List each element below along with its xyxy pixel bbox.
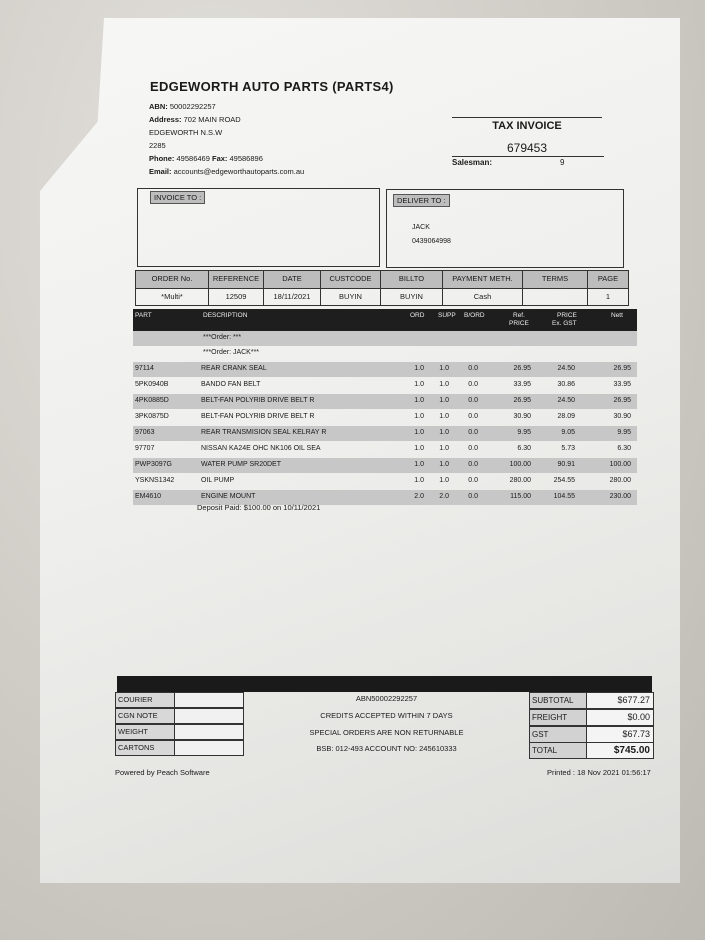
item-ref-price: 26.95: [513, 397, 531, 404]
col-ref: Ref.: [513, 312, 525, 319]
item-description: BANDO FAN BELT: [201, 381, 261, 388]
item-nett: 6.30: [617, 445, 631, 452]
col-ex-gst: Ex. GST: [552, 320, 577, 327]
item-part: YSKNS1342: [135, 477, 175, 484]
payment-method-value: Cash: [443, 288, 523, 305]
invoice-to-label: INVOICE TO :: [150, 191, 205, 204]
item-nett: 230.00: [609, 493, 631, 500]
item-price-ex-gst: 24.50: [557, 365, 575, 372]
item-price-ex-gst: 90.91: [557, 461, 575, 468]
item-bord: 0.0: [468, 461, 478, 468]
item-bord: 0.0: [468, 445, 478, 452]
footer-abn: ABN50002292257: [355, 694, 418, 703]
credits-note: CREDITS ACCEPTED WITHIN 7 DAYS: [320, 711, 453, 720]
powered-by: Powered by Peach Software: [115, 768, 210, 777]
freight-label: FREIGHT: [529, 709, 587, 726]
payment-method-header: PAYMENT METH.: [443, 271, 523, 289]
subtotal-label: SUBTOTAL: [529, 692, 587, 709]
company-name: EDGEWORTH AUTO PARTS (PARTS4): [150, 79, 394, 94]
order-note: ***Order: JACK***: [203, 349, 260, 356]
cartons-label: CARTONS: [115, 740, 175, 756]
item-supp: 1.0: [439, 397, 449, 404]
col-supp: SUPP: [438, 312, 456, 319]
table-row: [133, 426, 637, 441]
company-fax: 49586896: [229, 154, 263, 163]
item-description: REAR TRANSMISION SEAL KELRAY R: [201, 429, 327, 436]
weight-label: WEIGHT: [115, 724, 175, 740]
item-ord: 1.0: [414, 397, 424, 404]
col-price: PRICE: [557, 312, 577, 319]
item-price-ex-gst: 28.09: [557, 413, 575, 420]
item-ref-price: 100.00: [509, 461, 531, 468]
item-part: 4PK0885D: [135, 397, 169, 404]
item-description: BELT-FAN POLYRIB DRIVE BELT R: [201, 397, 315, 404]
list-item: [133, 331, 637, 346]
col-description: DESCRIPTION: [203, 312, 248, 319]
item-part: 97707: [135, 445, 155, 452]
item-part: 97063: [135, 429, 155, 436]
item-supp: 1.0: [439, 429, 449, 436]
custcode-value: BUYIN: [321, 288, 381, 305]
order-no-header: ORDER No.: [136, 271, 209, 289]
item-supp: 1.0: [439, 413, 449, 420]
list-item: [133, 346, 637, 361]
item-nett: 30.90: [613, 413, 631, 420]
terms-value: [523, 288, 588, 305]
item-nett: 9.95: [617, 429, 631, 436]
company-suburb: EDGEWORTH N.S.W: [149, 128, 223, 137]
terms-header: TERMS: [523, 271, 588, 289]
company-abn: 50002292257: [169, 102, 216, 111]
subtotal-value: $677.27: [586, 692, 654, 709]
item-bord: 0.0: [468, 365, 478, 372]
item-ord: 2.0: [414, 493, 424, 500]
item-supp: 2.0: [439, 493, 449, 500]
item-price-ex-gst: 104.55: [553, 493, 575, 500]
table-row: [133, 394, 637, 409]
reference-value: 12509: [209, 288, 264, 305]
date-header: DATE: [264, 271, 321, 289]
item-ord: 1.0: [414, 413, 424, 420]
invoice-title: TAX INVOICE: [492, 120, 562, 132]
deliver-to-name: JACK: [412, 224, 430, 231]
freight-value: $0.00: [586, 709, 654, 726]
table-row: [133, 410, 637, 425]
gst-value: $67.73: [586, 726, 654, 743]
item-ord: 1.0: [414, 477, 424, 484]
table-row: [133, 378, 637, 393]
company-address: 702 MAIN ROAD: [183, 115, 241, 124]
special-orders-note: SPECIAL ORDERS ARE NON RETURNABLE: [309, 728, 464, 737]
gst-label: GST: [529, 726, 587, 743]
table-row: [133, 458, 637, 473]
table-row: [133, 362, 637, 377]
item-ord: 1.0: [414, 429, 424, 436]
cartons-value: [174, 740, 244, 756]
item-supp: 1.0: [439, 445, 449, 452]
item-bord: 0.0: [468, 381, 478, 388]
col-bord: B/ORD: [464, 312, 485, 319]
item-nett: 26.95: [613, 397, 631, 404]
item-ref-price: 33.95: [513, 381, 531, 388]
item-part: 97114: [135, 365, 154, 372]
custcode-header: CUSTCODE: [321, 271, 381, 289]
cgn-note-label: CGN NOTE: [115, 708, 175, 724]
deliver-to-phone: 0439064998: [412, 238, 451, 245]
item-nett: 100.00: [609, 461, 631, 468]
table-row: [133, 442, 637, 457]
item-bord: 0.0: [468, 429, 478, 436]
item-ord: 1.0: [414, 461, 424, 468]
page-value: 1: [605, 292, 611, 301]
company-postcode: 2285: [149, 141, 166, 150]
item-description: NISSAN KA24E OHC NK106 OIL SEA: [201, 445, 321, 452]
printed-timestamp: Printed : 18 Nov 2021 01:56:17: [547, 768, 651, 777]
company-details: ABN: 50002292257 Address: 702 MAIN ROAD EDGEWORTH N.S.W 2285 Phone: 49586469 Fax: 49586896 Email: accounts@edgeworthautoparts.com.au: [149, 102, 305, 176]
item-description: WATER PUMP SR20DET: [201, 461, 281, 468]
item-ord: 1.0: [414, 365, 424, 372]
order-no-value: *Multi*: [136, 288, 209, 305]
col-ord: ORD: [410, 312, 425, 319]
item-nett: 26.95: [613, 365, 631, 372]
salesman-value: 9: [560, 158, 565, 167]
item-nett: 33.95: [613, 381, 631, 388]
item-ref-price: 26.95: [513, 365, 531, 372]
item-bord: 0.0: [468, 397, 478, 404]
item-ref-price: 115.00: [510, 493, 531, 500]
divider: [452, 156, 604, 157]
item-ord: 1.0: [414, 445, 424, 452]
weight-value: [174, 724, 244, 740]
reference-header: REFERENCE: [209, 271, 264, 289]
col-nett: Nett: [611, 312, 623, 319]
item-part: PWP3097G: [135, 461, 172, 468]
col-part: PART: [135, 312, 152, 319]
company-email: accounts@edgeworthautoparts.com.au: [173, 167, 305, 176]
deliver-to-box: [386, 189, 624, 268]
item-ref-price: 9.95: [517, 429, 531, 436]
item-nett: 280.00: [609, 477, 631, 484]
item-bord: 0.0: [468, 413, 478, 420]
col-ref-price: PRICE: [509, 320, 529, 327]
courier-value: [174, 692, 244, 708]
total-value: $745.00: [586, 742, 654, 759]
cgn-note-value: [174, 708, 244, 724]
item-ref-price: 30.90: [513, 413, 531, 420]
order-note: ***Order: ***: [203, 334, 242, 341]
item-ord: 1.0: [414, 381, 424, 388]
item-price-ex-gst: 5.73: [561, 445, 575, 452]
company-phone: 49586469: [176, 154, 210, 163]
item-part: EM4610: [135, 493, 162, 500]
footer-bar: [117, 676, 652, 692]
item-bord: 0.0: [468, 477, 478, 484]
item-price-ex-gst: 254.55: [553, 477, 575, 484]
page-header: PAGE: [588, 271, 628, 289]
item-description: OIL PUMP: [201, 477, 235, 484]
item-supp: 1.0: [439, 461, 449, 468]
item-ref-price: 6.30: [517, 445, 531, 452]
item-price-ex-gst: 24.50: [557, 397, 575, 404]
item-bord: 0.0: [468, 493, 478, 500]
item-description: ENGINE MOUNT: [201, 493, 256, 500]
item-part: 5PK0940B: [135, 381, 169, 388]
deposit-note: Deposit Paid: $100.00 on 10/11/2021: [197, 503, 321, 512]
item-supp: 1.0: [439, 477, 449, 484]
deliver-to-label: DELIVER TO :: [393, 194, 450, 207]
items-header: [133, 309, 637, 331]
invoice-to-box: [137, 188, 380, 267]
salesman-label: Salesman:: [452, 158, 493, 167]
item-price-ex-gst: 30.86: [557, 381, 575, 388]
item-part: 3PK0875D: [135, 413, 169, 420]
invoice-number: 679453: [506, 141, 548, 155]
bank-details: BSB: 012-493 ACCOUNT NO: 245610333: [316, 744, 457, 753]
item-price-ex-gst: 9.05: [561, 429, 575, 436]
billto-header: BILLTO: [381, 271, 443, 289]
courier-label: COURIER: [115, 692, 175, 708]
order-details-table: [135, 270, 629, 306]
item-description: BELT-FAN POLYRIB DRIVE BELT R: [201, 413, 315, 420]
date-value: 18/11/2021: [264, 288, 321, 305]
item-supp: 1.0: [439, 365, 449, 372]
table-row: [133, 474, 637, 489]
item-supp: 1.0: [439, 381, 449, 388]
item-ref-price: 280.00: [509, 477, 531, 484]
billto-value: BUYIN: [381, 288, 443, 305]
item-description: REAR CRANK SEAL: [201, 365, 267, 372]
divider: [452, 117, 602, 118]
total-label: TOTAL: [529, 742, 587, 759]
